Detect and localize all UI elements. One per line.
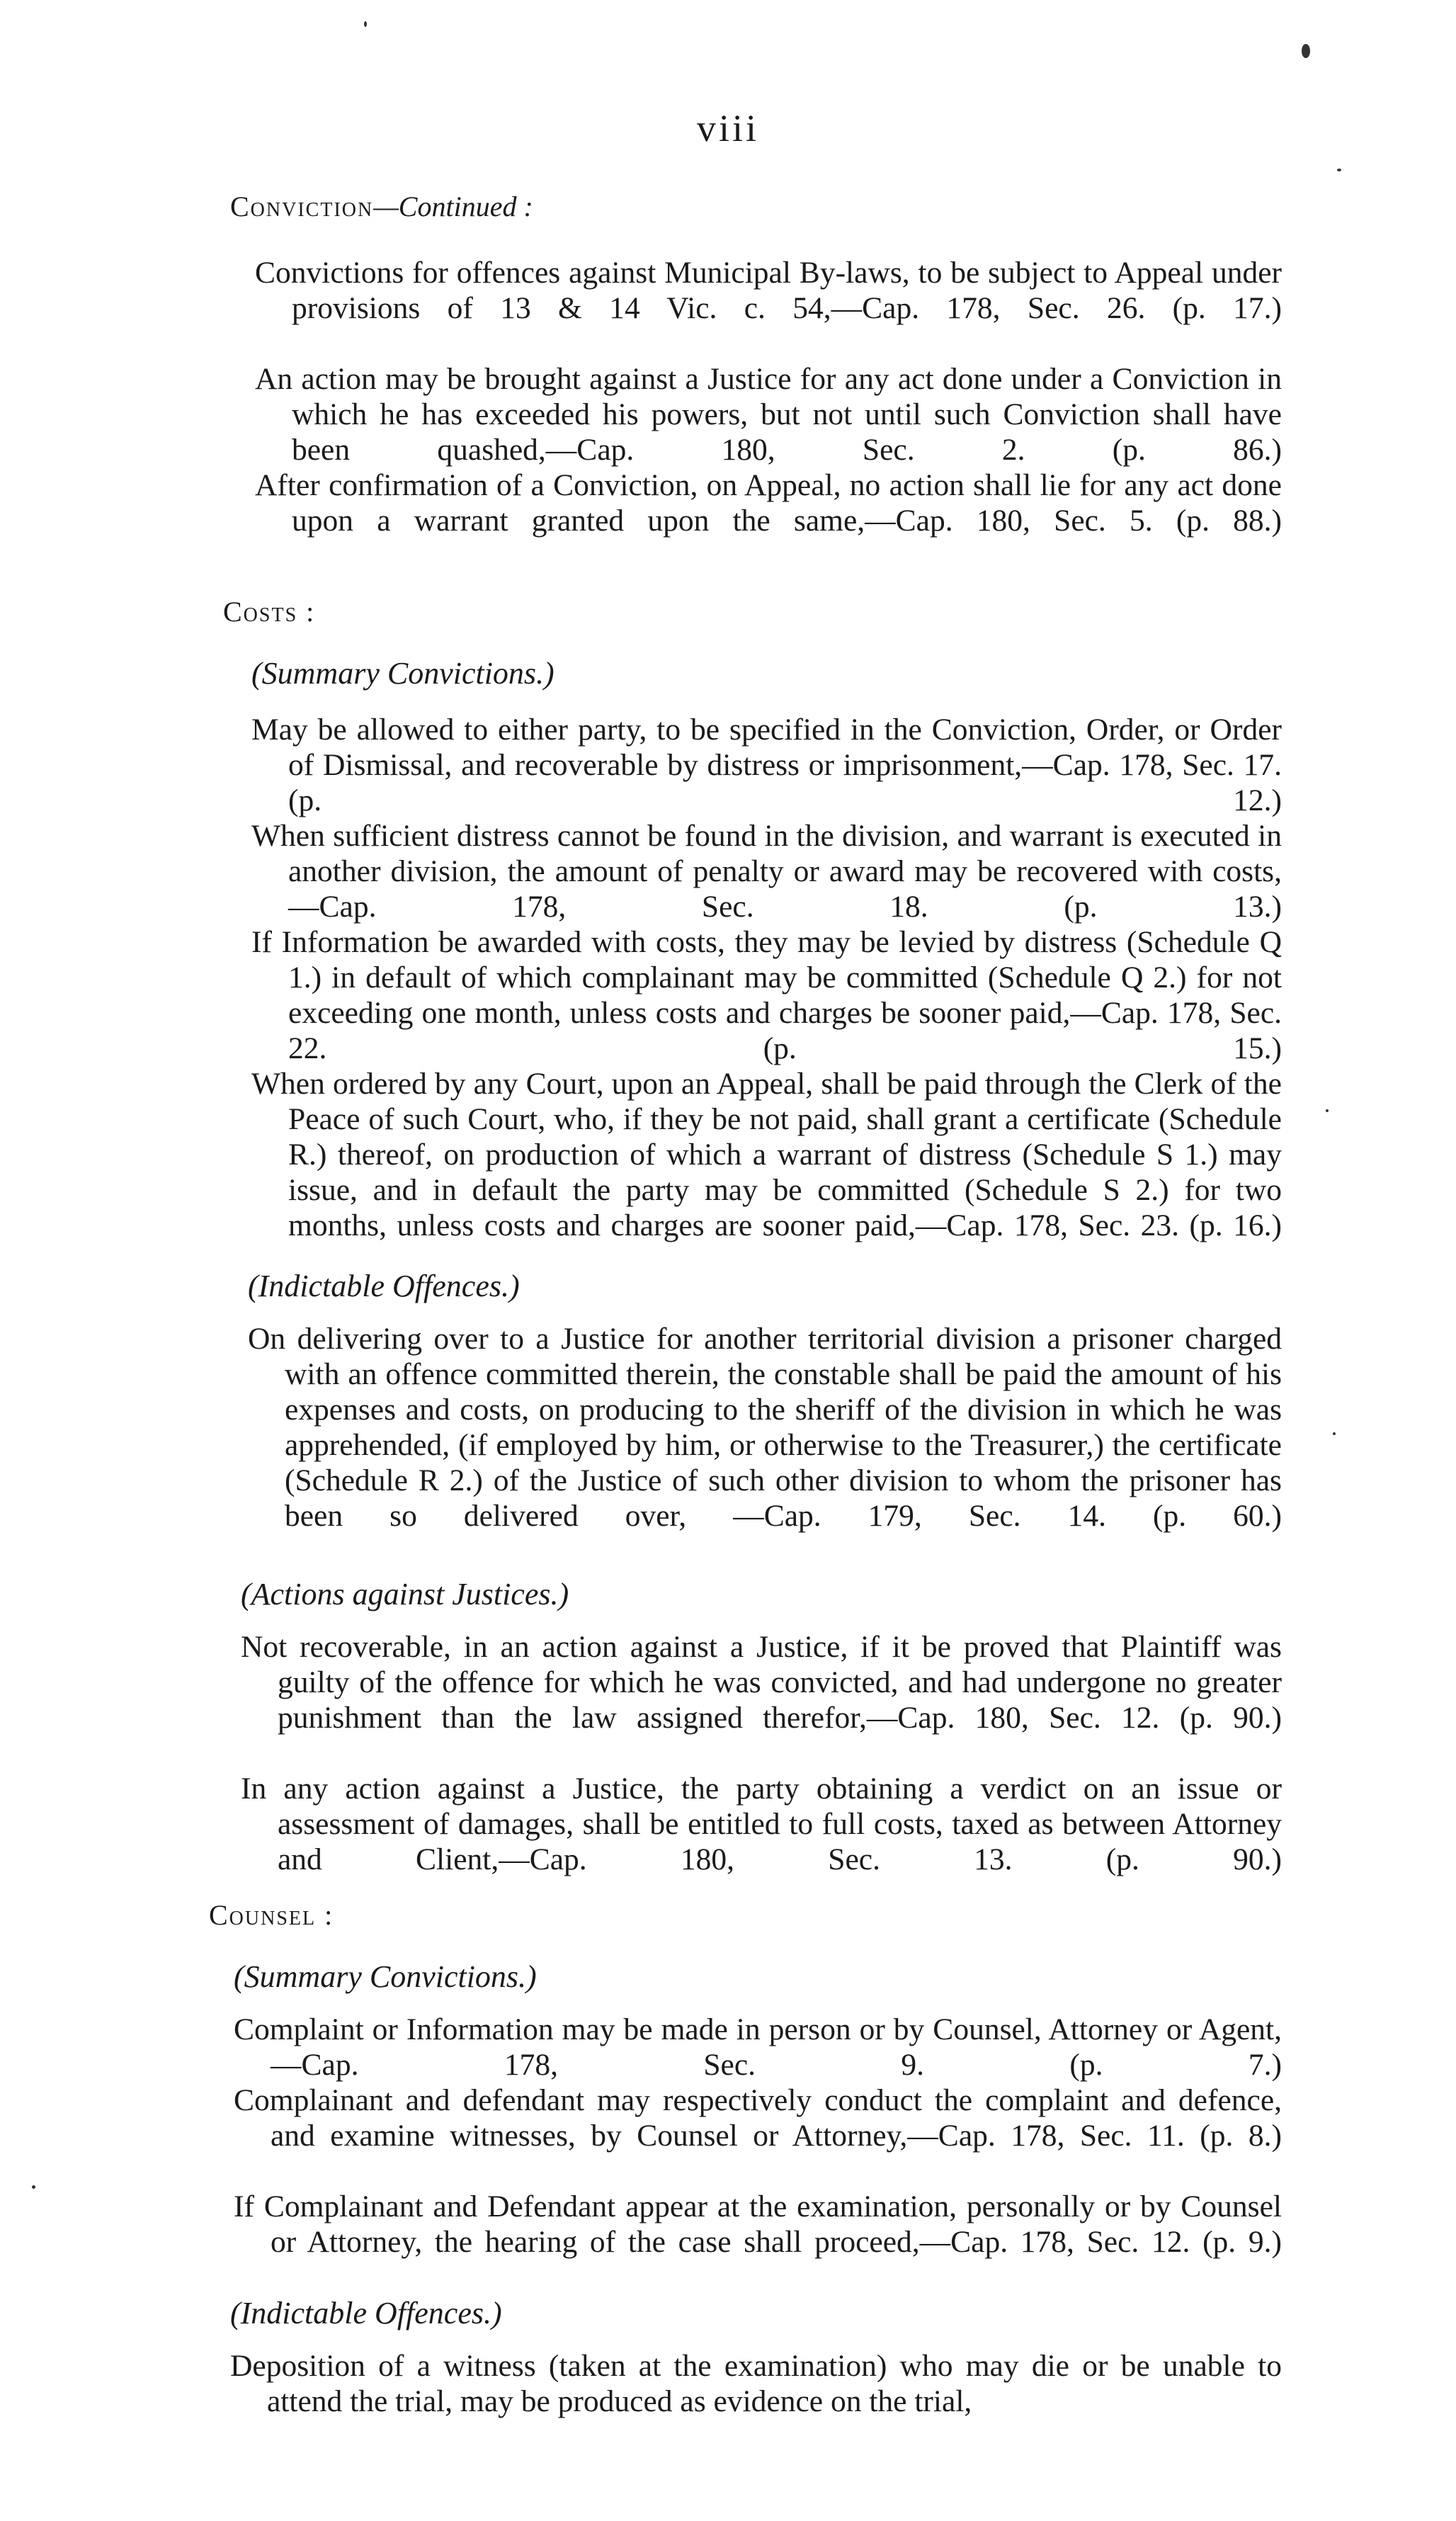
page-number: viii [696, 107, 759, 149]
scan-speck [32, 2185, 35, 2189]
entry-counsel-summary-1: Complaint or Information may be made in person or by Counsel, Attorney or Agent,—Cap. 178, Sec. 9. (p. 7.) [234, 2012, 1282, 2082]
scan-speck [1333, 1432, 1336, 1435]
section-heading-conviction [230, 190, 533, 223]
scan-speck [364, 21, 367, 27]
subheading-costs-summary: (Summary Convictions.) [251, 656, 554, 691]
subheading-counsel-indictable: (Indictable Offences.) [230, 2296, 502, 2330]
subheading-costs-indictable: (Indictable Offences.) [248, 1269, 520, 1303]
entry-costs-indictable-1: On delivering over to a Justice for another territorial division a prisoner charged with an offence committed therein, the constable shall be paid the amount of his expenses and costs, on producing to the sheriff of the division in which he was apprehended, (if employed by him, or otherwise to the Treasurer,) the certificate (Schedule R 2.) of the Justice of such other division to whom the prisoner has been so delivered over, —Cap. 179, Sec. 14. (p. 60.) [248, 1322, 1282, 1533]
scan-speck [1337, 169, 1341, 171]
entry-costs-actions-1: Not recoverable, in an action against a Justice, if it be proved that Plaintiff was guilty of the offence for which he was convicted, and had undergone no greater punishment than the law assigned therefor,—Cap. 180, Sec. 12. (p. 90.) [241, 1630, 1282, 1735]
entry-costs-summary-2: When sufficient distress cannot be found in the division, and warrant is executed in another division, the amount of penalty or award may be recovered with costs,—Cap. 178, Sec. 18. (p. 13.) [251, 819, 1282, 924]
subheading-costs-actions: (Actions against Justices.) [241, 1577, 569, 1611]
entry-costs-actions-2: In any action against a Justice, the party obtaining a verdict on an issue or assessment of damages, shall be entitled to full costs, taxed as between Attorney and Client,—Cap. 180, Sec. 13. (p. 90.) [241, 1772, 1282, 1876]
entry-conviction-3: After confirmation of a Conviction, on Appeal, no action shall lie for any act done upon a warrant granted upon the same,—Cap. 180, Sec. 5. (p. 88.) [255, 468, 1282, 538]
heading-conviction-label: Conviction [230, 191, 374, 222]
entry-counsel-indictable-1: Deposition of a witness (taken at the examination) who may die or be unable to attend the trial, may be produced as evidence on the trial, [230, 2349, 1282, 2418]
scan-speck [1326, 1109, 1329, 1112]
entry-costs-summary-1: May be allowed to either party, to be specified in the Conviction, Order, or Order of Dismissal, and recoverable by distress or imprisonment,—Cap. 178, Sec. 17. (p. 12.) [251, 713, 1282, 817]
entry-costs-summary-3: If Information be awarded with costs, they may be levied by distress (Schedule Q 1.) in default of which complainant may be committed (Schedule Q 2.) for not exceeding one month, unless costs and charges be sooner paid,—Cap. 178, Sec. 22. (p. 15.) [251, 925, 1282, 1065]
entry-counsel-summary-2: Complainant and defendant may respectively conduct the complaint and defence, and examine witnesses, by Counsel or Attorney,—Cap. 178, Sec. 11. (p. 8.) [234, 2083, 1282, 2153]
section-heading-counsel: Counsel : [209, 1899, 334, 1931]
entry-counsel-summary-3: If Complainant and Defendant appear at the examination, personally or by Counsel or Attorney, the hearing of the case shall proceed,—Cap. 178, Sec. 12. (p. 9.) [234, 2189, 1282, 2259]
heading-continued-label: —Continued : [373, 191, 533, 222]
entry-conviction-1: Convictions for offences against Municipal By-laws, to be subject to Appeal under provisions of 13 & 14 Vic. c. 54,—Cap. 178, Sec. 26. (p. 17.) [255, 256, 1282, 325]
scan-speck [1302, 44, 1310, 58]
entry-conviction-2: An action may be brought against a Justice for any act done under a Conviction in which he has exceeded his powers, but not until such Conviction shall have been quashed,—Cap. 180, Sec. 2. (p. 86.) [255, 362, 1282, 467]
subheading-counsel-summary: (Summary Convictions.) [234, 1959, 537, 1994]
section-heading-costs: Costs : [223, 596, 316, 628]
entry-costs-summary-4: When ordered by any Court, upon an Appeal, shall be paid through the Clerk of the Peace of such Court, who, if they be not paid, shall grant a certificate (Schedule R.) thereof, on production of which a warrant of distress (Schedule S 1.) may issue, and in default the party may be committed (Schedule S 2.) for two months, unless costs and charges are sooner paid,—Cap. 178, Sec. 23. (p. 16.) [251, 1067, 1282, 1242]
